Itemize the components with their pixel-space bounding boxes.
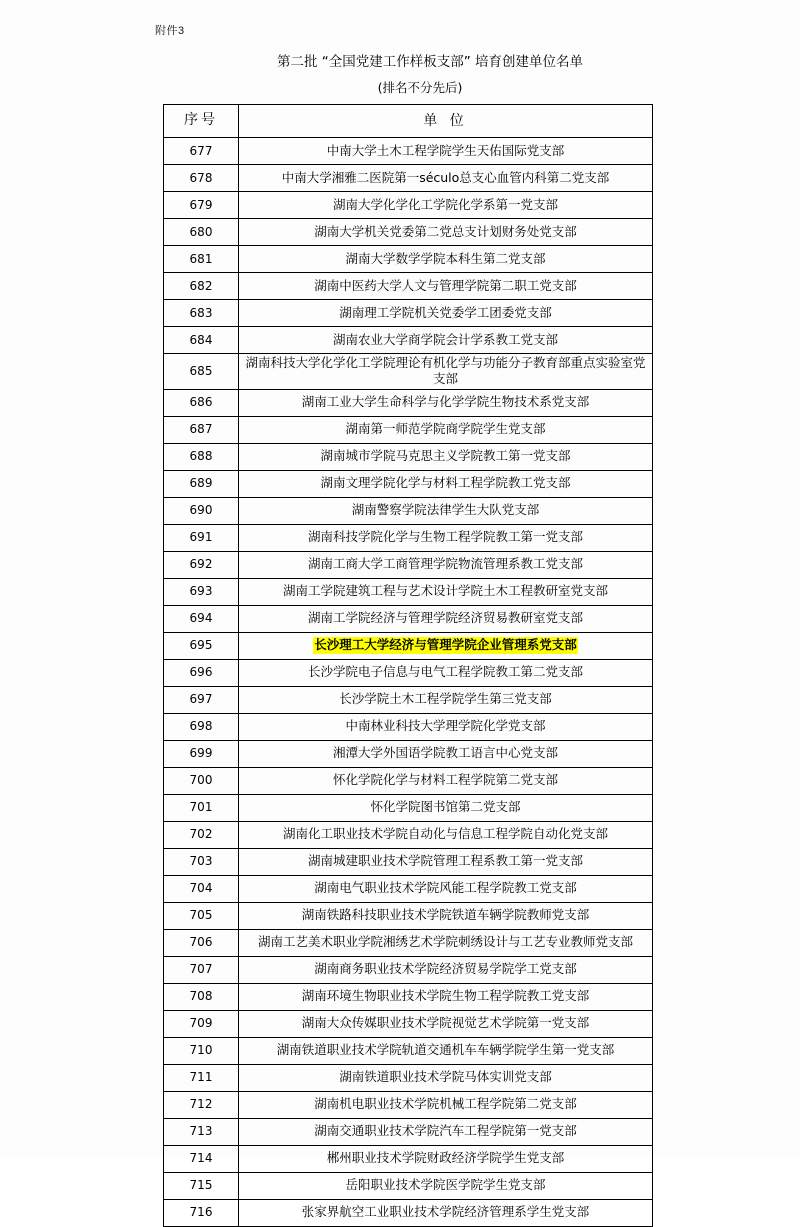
unit-name-cell: 湖南科技大学化学化工学院理论有机化学与功能分子教育部重点实验室党支部 [239,354,653,390]
unit-name-cell: 湖南城建职业技术学院管理工程系教工第一党支部 [239,848,653,875]
row-number-cell: 712 [164,1091,239,1118]
row-number-cell: 684 [164,327,239,354]
unit-name-cell: 湖南工业大学生命科学与化学学院生物技术系党支部 [239,389,653,416]
row-number-cell: 705 [164,902,239,929]
row-number-cell: 701 [164,794,239,821]
table-row [164,138,653,165]
row-number-cell: 680 [164,219,239,246]
table-row [164,1037,653,1064]
unit-name-cell: 长沙学院土木工程学院学生第三党支部 [239,686,653,713]
unit-name-cell: 岳阳职业技术学院医学院学生党支部 [239,1172,653,1199]
table-row [164,443,653,470]
column-header-no: 序号 [164,105,239,138]
unit-name-cell: 湖南农业大学商学院会计学系教工党支部 [239,327,653,354]
unit-name-cell: 郴州职业技术学院财政经济学院学生党支部 [239,1145,653,1172]
table-row [164,219,653,246]
unit-name-cell: 湖南工学院建筑工程与艺术设计学院土木工程教研室党支部 [239,578,653,605]
attachment-label: 附件3 [155,25,185,37]
row-number-cell: 700 [164,767,239,794]
row-number-cell: 710 [164,1037,239,1064]
row-number-cell: 689 [164,470,239,497]
table-row [164,740,653,767]
table-row [164,192,653,219]
unit-name-cell: 湖南电气职业技术学院风能工程学院教工党支部 [239,875,653,902]
unit-name-cell: 长沙学院电子信息与电气工程学院教工第二党支部 [239,659,653,686]
table-row [164,470,653,497]
row-number-cell: 679 [164,192,239,219]
table-row [164,767,653,794]
unit-name-cell: 怀化学院化学与材料工程学院第二党支部 [239,767,653,794]
unit-name-cell: 湖南机电职业技术学院机械工程学院第二党支部 [239,1091,653,1118]
row-number-cell: 714 [164,1145,239,1172]
row-number-cell: 715 [164,1172,239,1199]
row-number-cell: 683 [164,300,239,327]
page-title: 第二批 “全国党建工作样板支部” 培育创建单位名单 [276,54,584,70]
row-number-cell: 697 [164,686,239,713]
unit-name-cell: 湖南工商大学工商管理学院物流管理系教工党支部 [239,551,653,578]
page-subtitle: (排名不分先后) [377,80,463,95]
table-row [164,165,653,192]
table-row [164,327,653,354]
table-row [164,686,653,713]
row-number-cell: 677 [164,138,239,165]
row-number-cell: 681 [164,246,239,273]
unit-name-cell: 湖南警察学院法律学生大队党支部 [239,497,653,524]
table-row [164,578,653,605]
table-row [164,659,653,686]
table-row [164,551,653,578]
row-number-cell: 699 [164,740,239,767]
row-number-cell: 686 [164,389,239,416]
table-row [164,273,653,300]
highlighted-unit-name: 长沙理工大学经济与管理学院企业管理系党支部 [314,637,577,653]
unit-name-cell: 中南大学湘雅二医院第一século总支心血管内科第二党支部 [239,165,653,192]
row-number-cell: 687 [164,416,239,443]
table-row [164,794,653,821]
unit-name-cell: 湖南理工学院机关党委学工团委党支部 [239,300,653,327]
unit-name-cell: 湖南铁道职业技术学院轨道交通机车车辆学院学生第一党支部 [239,1037,653,1064]
row-number-cell: 707 [164,956,239,983]
unit-name-cell: 湖南化工职业技术学院自动化与信息工程学院自动化党支部 [239,821,653,848]
unit-name-cell: 湖南中医药大学人文与管理学院第二职工党支部 [239,273,653,300]
row-number-cell: 692 [164,551,239,578]
unit-list-table [163,104,653,1227]
table-row [164,929,653,956]
unit-name-cell: 湖南城市学院马克思主义学院教工第一党支部 [239,443,653,470]
table-row [164,1118,653,1145]
unit-name-cell: 湖南铁道职业技术学院马体实训党支部 [239,1064,653,1091]
table-row [164,497,653,524]
table-header-row [164,105,653,138]
table-row [164,956,653,983]
row-number-cell: 698 [164,713,239,740]
row-number-cell: 694 [164,605,239,632]
row-number-cell: 713 [164,1118,239,1145]
unit-name-cell: 湘潭大学外国语学院教工语言中心党支部 [239,740,653,767]
unit-name-cell: 湖南科技学院化学与生物工程学院教工第一党支部 [239,524,653,551]
table-row [164,821,653,848]
unit-name-cell: 湖南大学数学学院本科生第二党支部 [239,246,653,273]
row-number-cell: 678 [164,165,239,192]
unit-name-cell: 中南林业科技大学理学院化学党支部 [239,713,653,740]
unit-name-cell: 张家界航空工业职业技术学院经济管理系学生党支部 [239,1199,653,1226]
unit-name-cell: 中南大学土木工程学院学生天佑国际党支部 [239,138,653,165]
table-row [164,246,653,273]
unit-name-cell: 湖南工艺美术职业学院湘绣艺术学院刺绣设计与工艺专业教师党支部 [239,929,653,956]
row-number-cell: 704 [164,875,239,902]
row-number-cell: 696 [164,659,239,686]
table-row [164,1145,653,1172]
table-row [164,1199,653,1226]
unit-name-cell: 湖南大众传媒职业技术学院视觉艺术学院第一党支部 [239,1010,653,1037]
row-number-cell: 685 [164,354,239,390]
table-row [164,389,653,416]
row-number-cell: 693 [164,578,239,605]
table-row [164,983,653,1010]
row-number-cell: 691 [164,524,239,551]
row-number-cell: 703 [164,848,239,875]
unit-name-cell: 怀化学院图书馆第二党支部 [239,794,653,821]
table-row [164,902,653,929]
table-row [164,605,653,632]
row-number-cell: 695 [164,632,239,659]
row-number-cell: 716 [164,1199,239,1226]
unit-list-table-wrap [163,104,646,1227]
unit-name-cell: 湖南铁路科技职业技术学院铁道车辆学院教师党支部 [239,902,653,929]
unit-name-cell: 湖南大学化学化工学院化学系第一党支部 [239,192,653,219]
row-number-cell: 708 [164,983,239,1010]
table-row [164,416,653,443]
table-row [164,1172,653,1199]
column-header-unit: 单 位 [239,105,653,138]
unit-name-cell: 湖南第一师范学院商学院学生党支部 [239,416,653,443]
row-number-cell: 688 [164,443,239,470]
row-number-cell: 702 [164,821,239,848]
unit-name-cell: 湖南商务职业技术学院经济贸易学院学工党支部 [239,956,653,983]
unit-name-cell [239,632,653,659]
row-number-cell: 682 [164,273,239,300]
table-row [164,632,653,659]
table-row [164,848,653,875]
unit-name-cell: 湖南环境生物职业技术学院生物工程学院教工党支部 [239,983,653,1010]
unit-name-cell: 湖南工学院经济与管理学院经济贸易教研室党支部 [239,605,653,632]
table-row [164,875,653,902]
table-row [164,1010,653,1037]
row-number-cell: 711 [164,1064,239,1091]
unit-name-cell: 湖南交通职业技术学院汽车工程学院第一党支部 [239,1118,653,1145]
row-number-cell: 706 [164,929,239,956]
table-row [164,1064,653,1091]
table-row [164,300,653,327]
table-row [164,354,653,390]
unit-name-cell: 湖南文理学院化学与材料工程学院教工党支部 [239,470,653,497]
table-row [164,713,653,740]
table-row [164,1091,653,1118]
table-row [164,524,653,551]
unit-name-cell: 湖南大学机关党委第二党总支计划财务处党支部 [239,219,653,246]
row-number-cell: 709 [164,1010,239,1037]
row-number-cell: 690 [164,497,239,524]
